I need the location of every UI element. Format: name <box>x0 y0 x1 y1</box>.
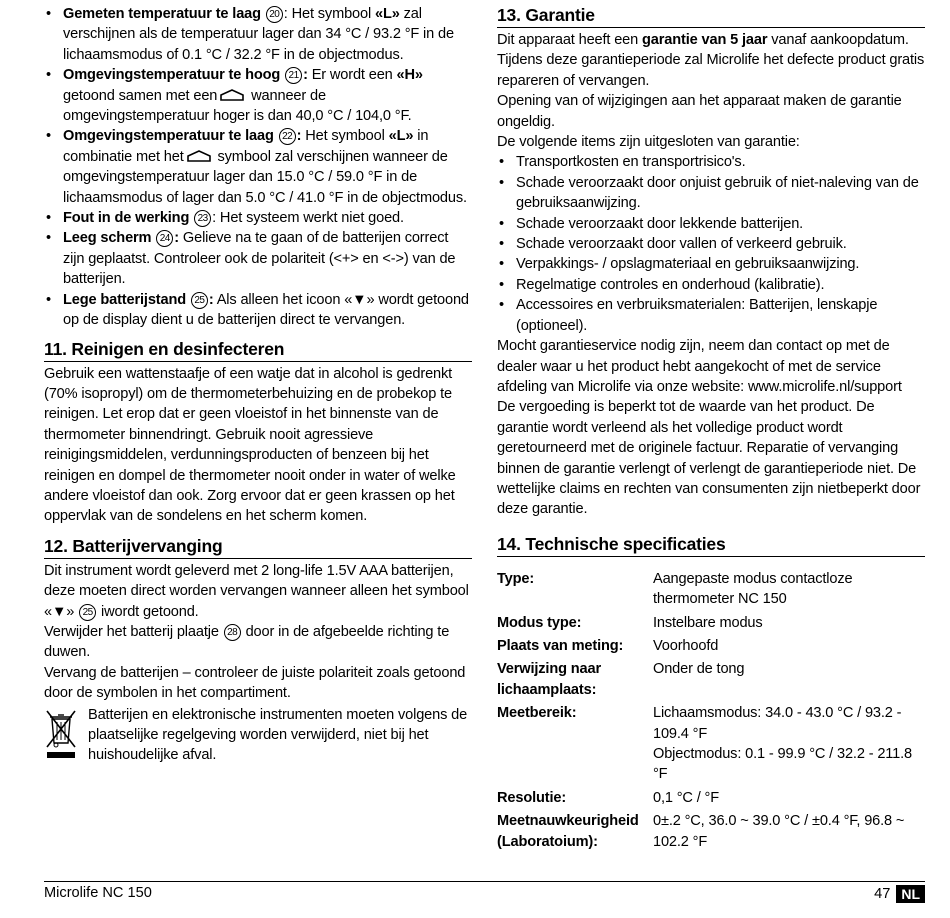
item-sep: : <box>174 230 180 247</box>
item-text: Gelieve na te gaan of de batterijen correct zijn geplaatst. Controleer ook de polariteit (<+> en <->) van de batterijen. <box>63 230 456 288</box>
item-symbol: «H» <box>396 67 423 84</box>
spec-label: Meetbereik: <box>497 705 577 722</box>
item-text: » wordt getoond op de display dient u de batterijen direct te vervangen. <box>63 291 469 329</box>
spec-row <box>497 569 925 610</box>
spec-label: Modus type: <box>497 614 582 631</box>
footer-page <box>874 885 925 903</box>
item-text: symbool zal verschijnen wanneer de omgevingstemperatuur lager dan 15.0 °C / 59.0 °F in de lichaamsmodus of lager dan 5.0 °C / 41.0 °F in de objectmodus. <box>63 148 467 206</box>
spec-row <box>497 613 925 633</box>
spec-value-line: Lichaamsmodus: 34.0 - 43.0 °C / 93.2 - 109.4 °F <box>653 705 902 742</box>
text-span: vanaf aankoopdatum. Tijdens deze garantieperiode zal Microlife het defecte product gratis repareren of vervangen. <box>497 32 925 89</box>
item-text: Het systeem werkt niet goed. <box>216 210 404 227</box>
item-text: Als alleen het icoon « <box>213 291 353 308</box>
footer-product: Microlife NC 150 <box>44 885 152 901</box>
spec-value: 0,1 °C / °F <box>653 789 719 806</box>
cleaning-text: Gebruik een wattenstaafje of een watje dat in alcohol is gedrenkt (70% isopropyl) om de thermometerbehuizing en de probekop te reinigen. Let erop dat er geen vloeistof in het binnenste van de thermometer binnendringt. Gebruik nooit agressieve reinigingsmiddelen, verdunningsproducten of benzeen bij het reinigen en dompel de thermometer nooit onder in water of welke andere vloeistof dan ook. Zorg ervoor dat er geen krassen op het oppervlak van de sondelens en het scherm komen. <box>44 365 456 525</box>
house-icon <box>187 150 211 162</box>
disposal-text: Batterijen en elektronische instrumenten moeten volgens de plaatselijke regelgeving worden verwijderd, niet bij het huishoudelijke afval. <box>88 706 468 764</box>
item-text: zal verschijnen als de temperatuur lager dan 34 °C / 93.2 °F in de lichaamsmodus of 0.1 °C / 32.2 °F in de objectmodus. <box>63 6 454 63</box>
battery-low-icon: ▼ <box>51 603 67 620</box>
list-item <box>44 228 472 289</box>
spec-row <box>497 636 925 656</box>
error-list <box>44 4 472 331</box>
item-sep: : <box>212 210 217 227</box>
text-span: » <box>66 603 75 620</box>
item-symbol: «L» <box>374 6 400 22</box>
page-footer <box>44 881 925 902</box>
list-item <box>44 126 472 208</box>
disposal-note <box>44 705 472 766</box>
text-span: iwordt getoond. <box>97 603 199 620</box>
list-item: • Schade veroorzaakt door lekkende batterijen. <box>497 214 925 234</box>
section-heading-specs: 14. Technische specificaties <box>497 533 925 557</box>
item-term: Omgevingstemperatuur te hoog <box>63 67 281 84</box>
spec-value <box>653 703 925 785</box>
spec-value: Voorhoofd <box>653 637 719 654</box>
spec-value: 0±.2 °C, 36.0 ~ 39.0 °C / ±0.4 °F, 96.8 ~ 102.2 °F <box>653 813 905 850</box>
spec-row <box>497 788 925 808</box>
warranty-text: De vergoeding is beperkt tot de waarde van het product. De garantie wordt verleend als het volledige product wordt geretourneerd met de originele factuur. Reparatie of vervanging binnen de garantie verlengt of verlengt de garantieperiode niet. De wettelijke claims en rechten van consumenten zijn nietbeperkt door deze garantie. <box>497 399 921 518</box>
spec-row <box>497 659 925 700</box>
text-span: door in de afgebeelde richting te duwen. <box>44 623 450 661</box>
text-span: Dit apparaat heeft een <box>497 32 643 48</box>
spec-value: Instelbare modus <box>653 614 763 631</box>
right-column <box>497 4 925 855</box>
house-icon <box>220 89 244 101</box>
item-sep: : <box>283 6 288 22</box>
spec-row <box>497 703 925 785</box>
list-item <box>44 208 472 228</box>
ref-number: 20 <box>266 6 283 23</box>
ref-number: 23 <box>194 210 211 227</box>
spec-label: Resolutie: <box>497 789 567 806</box>
ref-number: 22 <box>279 128 296 145</box>
list-item: • Schade veroorzaakt door vallen of verkeerd gebruik. <box>497 234 925 254</box>
page-number: 47 <box>874 886 891 902</box>
crossed-bin-icon <box>44 707 78 759</box>
section-heading-warranty: 13. Garantie <box>497 4 925 28</box>
spec-label: Type: <box>497 570 535 587</box>
warranty-text: Opening van of wijzigingen aan het apparaat maken de garantie ongeldig. <box>497 93 902 130</box>
battery-text <box>44 622 472 663</box>
warranty-text <box>497 30 925 91</box>
spec-label: Plaats van meting: <box>497 637 624 654</box>
spec-table <box>497 569 925 852</box>
ref-number: 21 <box>285 67 302 84</box>
exclusion-list <box>497 152 925 336</box>
battery-text <box>44 561 472 622</box>
left-column <box>44 4 472 766</box>
spec-value-line: Objectmodus: 0.1 - 99.9 °C / 32.2 - 211.8 °F <box>653 746 913 783</box>
warranty-text: De volgende items zijn uitgesloten van garantie: <box>497 134 800 151</box>
item-sep: : <box>208 291 214 308</box>
list-item <box>44 65 472 126</box>
list-item: • Regelmatige controles en onderhoud (kalibratie). <box>497 275 925 295</box>
text-span: Verwijder het batterij plaatje <box>44 623 219 640</box>
spec-label: Verwijzing naar lichaamplaats: <box>497 661 601 698</box>
list-item: • Accessoires en verbruiksmaterialen: Batterijen, lenskapje (optioneel). <box>497 295 925 336</box>
list-item <box>44 4 472 65</box>
text-span: Dit instrument wordt geleverd met 2 long-life 1.5V AAA batterijen, deze moeten direct worden vervangen wanneer alleen het symbool « <box>44 562 469 620</box>
ref-number: 28 <box>224 624 241 641</box>
ref-number: 25 <box>191 292 208 309</box>
section-heading-battery: 12. Batterijvervanging <box>44 535 472 559</box>
list-item: • Schade veroorzaakt door onjuist gebruik of niet-naleving van de gebruiksaanwijzing. <box>497 173 925 214</box>
section-heading-cleaning: 11. Reinigen en desinfecteren <box>44 338 472 362</box>
language-badge: NL <box>896 885 925 903</box>
item-term: Fout in de werking <box>63 210 190 227</box>
ref-number: 24 <box>156 230 173 247</box>
item-symbol: «L» <box>388 128 414 145</box>
item-text: Er wordt een <box>307 67 397 84</box>
spec-value: Aangepaste modus contactloze thermometer NC 150 <box>653 570 853 608</box>
item-text: in combinatie met het <box>63 128 429 165</box>
warranty-period: garantie van 5 jaar <box>642 32 768 48</box>
warranty-text: Mocht garantieservice nodig zijn, neem dan contact op met de dealer waar u het product hebt aangekocht of met de service afdeling van Microlife via onze website: www.microlife.nl/support <box>497 338 902 395</box>
item-text: Het symbool <box>301 128 389 145</box>
spec-row <box>497 811 925 852</box>
battery-text: Vervang de batterijen – controleer de juiste polariteit zoals getoond door de symbolen in het compartiment. <box>44 664 466 702</box>
list-item: • Transportkosten en transportrisico's. <box>497 152 925 172</box>
list-item <box>44 290 472 331</box>
item-term: Gemeten temperatuur te laag <box>63 6 261 22</box>
spec-label: Meetnauwkeurigheid (Laboratoium): <box>497 813 639 850</box>
ref-number: 25 <box>79 604 96 621</box>
item-text: Het symbool <box>287 6 375 22</box>
item-term: Lege batterijstand <box>63 291 186 308</box>
item-text: getoond samen met een <box>63 87 218 104</box>
item-term: Leeg scherm <box>63 230 152 247</box>
battery-low-icon: ▼ <box>352 291 367 308</box>
list-item: • Verpakkings- / opslagmateriaal en gebruiksaanwijzing. <box>497 254 925 274</box>
item-sep: : <box>303 67 308 84</box>
spec-value: Onder de tong <box>653 661 745 678</box>
item-term: Omgevingstemperatuur te laag <box>63 128 274 145</box>
item-text: wanneer de omgevingstemperatuur hoger is dan 40,0 °C / 104,0 °F. <box>63 87 412 125</box>
item-sep: : <box>296 128 302 145</box>
